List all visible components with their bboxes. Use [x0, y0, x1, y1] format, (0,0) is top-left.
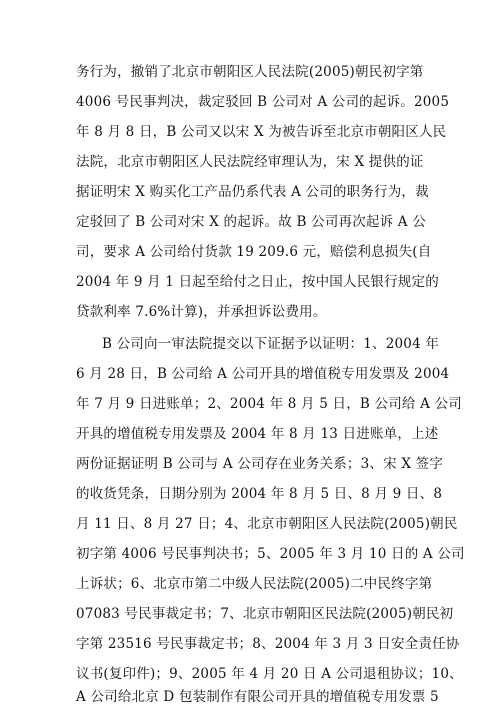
text-line: 年 8 月 8 日，B 公司又以宋 X 为被告诉至北京市朝阳区人民 — [76, 124, 447, 140]
text-line: 法院，北京市朝阳区人民法院经审理认为，宋 X 提供的证 — [76, 154, 424, 170]
text-line: 07083 号民事裁定书；7、北京市朝阳区民法院(2005)朝民初 — [76, 606, 454, 622]
text-line: 两份证据证明 B 公司与 A 公司存在业务关系；3、宋 X 签字 — [76, 456, 444, 472]
text-line: 贷款利率 7.6%计算)，并承担诉讼费用。 — [76, 304, 327, 320]
text-line: 年 7 月 9 日进账单；2、2004 年 8 月 5 日，B 公司给 A 公司 — [76, 396, 462, 412]
paragraph-first-line: B 公司向一审法院提交以下证据予以证明：1、2004 年 — [102, 336, 440, 352]
text-line: 月 11 日、8 月 27 日；4、北京市朝阳区人民法院(2005)朝民 — [76, 516, 458, 532]
text-line: 定驳回了 B 公司对宋 X 的起诉。故 B 公司再次起诉 A 公 — [76, 214, 426, 230]
text-line: 2004 年 9 月 1 日起至给付之日止，按中国人民银行规定的 — [76, 274, 439, 290]
text-line: 4006 号民事判决，裁定驳回 B 公司对 A 公司的起诉。2005 — [76, 94, 450, 110]
text-line: 6 月 28 日，B 公司给 A 公司开具的增值税专用发票及 2004 — [76, 366, 450, 382]
text-line: 据证明宋 X 购买化工产品仍系代表 A 公司的职务行为，裁 — [76, 184, 429, 200]
text-line: 字第 23516 号民事裁定书；8、2004 年 3 月 3 日安全责任协 — [76, 636, 460, 652]
text-line: 的收货凭条，日期分别为 2004 年 8 月 5 日、8 月 9 日、8 — [76, 486, 443, 502]
text-line: 务行为，撤销了北京市朝阳区人民法院(2005)朝民初字第 — [76, 64, 424, 80]
text-line: 开具的增值税专用发票及 2004 年 8 月 13 日进账单，上述 — [76, 426, 439, 442]
text-line: 上诉状；6、北京市第二中级人民法院(2005)二中民终字第 — [76, 576, 433, 592]
text-line: A 公司给北京 D 包装制作有限公司开具的增值税专用发票 5 — [76, 689, 439, 705]
text-line: 司，要求 A 公司给付货款 19 209.6 元，赔偿利息损失(自 — [76, 244, 432, 260]
text-line: 议书(复印件)；9、2005 年 4 月 20 日 A 公司退租协议；10、 — [76, 666, 463, 682]
text-line: 初字第 4006 号民事判决书；5、2005 年 3 月 10 日的 A 公司 — [76, 546, 465, 562]
